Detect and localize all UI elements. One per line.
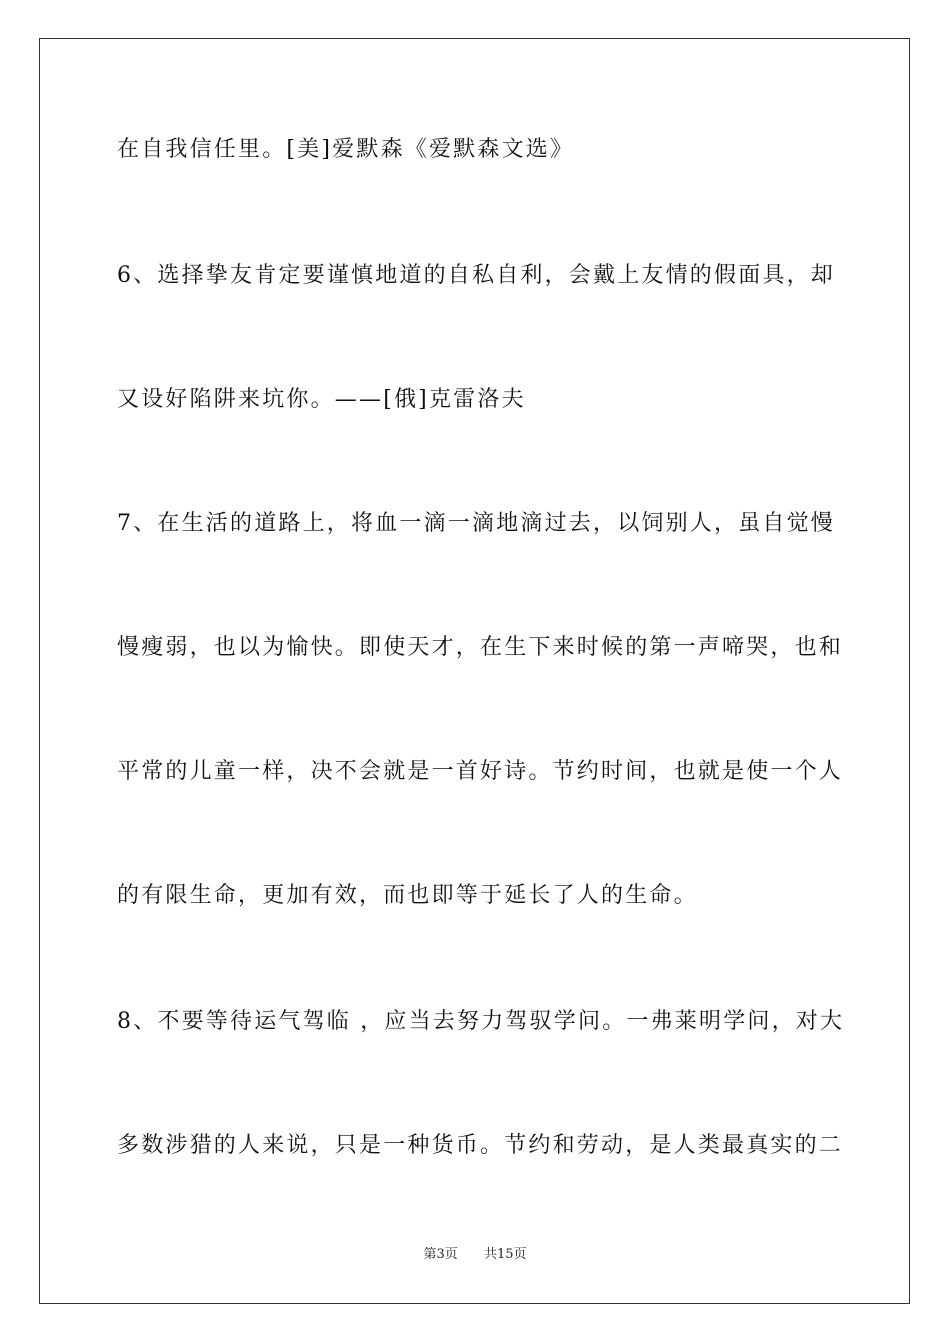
text-line-5: 慢瘦弱，也以为愉快。即使天才，在生下来时候的第一声啼哭，也和 (117, 635, 844, 660)
text-line-1: 在自我信任里。[美]爱默森《爱默森文选》 (117, 137, 575, 162)
text-line-9: 多数涉猎的人来说，只是一种货币。节约和劳动，是人类最真实的二 (117, 1133, 844, 1158)
total-pages: 共15页 (484, 1247, 527, 1262)
text-line-2: 6、选择挚友肯定要谨慎地道的自私自利，会戴上友情的假面具，却 (117, 263, 835, 288)
text-line-8: 8、不要等待运气驾临 ，应当去努力驾驭学问。一弗莱明学问，对大 (117, 1009, 845, 1034)
page-footer (0, 1246, 950, 1264)
text-line-6: 平常的儿童一样，决不会就是一首好诗。节约时间，也就是使一个人 (117, 759, 844, 784)
text-line-7: 的有限生命，更加有效，而也即等于延长了人的生命。 (117, 883, 698, 908)
text-line-4: 7、在生活的道路上，将血一滴一滴地滴过去，以饲别人，虽自觉慢 (117, 511, 835, 536)
page-number: 第3页 (423, 1247, 458, 1262)
page-border (39, 38, 910, 1304)
text-line-3: 又设好陷阱来坑你。——[俄]克雷洛夫 (117, 387, 526, 412)
